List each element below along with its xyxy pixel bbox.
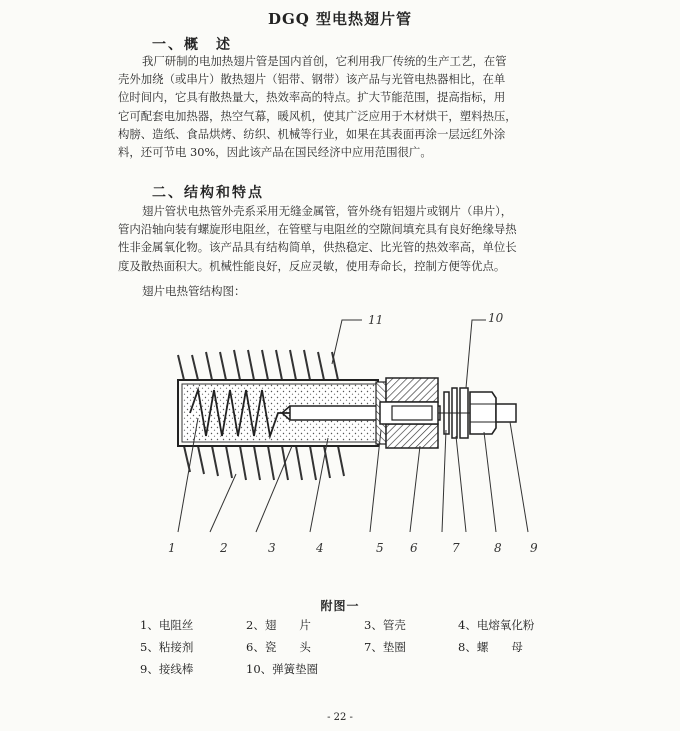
text-line: 翅片管状电热管外壳系采用无缝金属管，管外绕有铝翅片或钢片（串片）， xyxy=(142,204,513,218)
text-line: 它可配套电加热器，热空气幕，暖风机，使其广泛应用于木材烘干，塑料热压， xyxy=(118,108,517,123)
legend-item: 10、弹簧垫圈 xyxy=(246,662,319,676)
section-heading-structure: 二、结构和特点 xyxy=(152,185,264,201)
legend-item: 9、接线棒 xyxy=(140,662,194,676)
page-number: - 22 - xyxy=(327,712,353,723)
text-line: 位时间内，它具有散热量大，热效率高的特点。扩大节能范围，提高指标，用 xyxy=(118,90,506,105)
fins-bottom xyxy=(184,446,344,480)
text-line: 壳外加绕（或串片）散热翅片（铝带、钢带）该产品与光管电热器相比，在单 xyxy=(118,72,506,87)
legend-item: 4、电熔氧化粉 xyxy=(458,618,535,632)
page-title: DGQ 型电热翅片管 xyxy=(267,10,413,28)
text-line: 度及散热面积大。机械性能良好，反应灵敏，使用寿命长，控制方便等优点。 xyxy=(118,258,506,273)
fins-top xyxy=(178,350,338,380)
figure-intro-label: 翅片电热管结构图： xyxy=(142,284,246,298)
callout-11: 11 xyxy=(368,313,384,327)
text-line: 料，还可节电 30%，因此该产品在国民经济中应用范围很广。 xyxy=(118,145,432,160)
callout-2: 2 xyxy=(220,541,228,555)
callout-8: 8 xyxy=(494,541,502,555)
legend-item: 1、电阻丝 xyxy=(140,618,194,632)
legend-item: 7、垫圈 xyxy=(364,640,406,654)
text-line: 我厂研制的电加热翅片管是国内首创，它利用我厂传统的生产工艺，在管 xyxy=(142,54,507,68)
figure-caption: 附图一 xyxy=(320,599,360,613)
callout-3: 3 xyxy=(268,541,276,555)
text-line: 性非金属氧化物。该产品具有结构简单，供热稳定、比光管的热效率高，单位长 xyxy=(118,240,517,255)
callout-10: 10 xyxy=(488,311,504,325)
nut xyxy=(470,392,496,434)
callout-4: 4 xyxy=(316,541,324,555)
text-line: 构膀、造纸、食品烘烤、纺织、机械等行业，如果在其表面再涂一层远红外涂 xyxy=(118,126,506,141)
callout-7: 7 xyxy=(452,541,460,555)
section-heading-overview: 一、概 述 xyxy=(152,37,232,53)
callout-1: 1 xyxy=(168,541,176,555)
legend-item: 8、螺 母 xyxy=(458,640,523,654)
callout-9: 9 xyxy=(530,541,538,555)
legend-item: 6、瓷 头 xyxy=(246,640,311,654)
callout-6: 6 xyxy=(410,541,418,555)
legend-item: 3、管壳 xyxy=(364,618,406,632)
legend-item: 5、粘接剂 xyxy=(140,640,194,654)
callout-5: 5 xyxy=(376,541,384,555)
terminal-rod xyxy=(496,404,516,422)
ceramic-head-top xyxy=(386,378,438,402)
legend-item: 2、翅 片 xyxy=(246,618,311,632)
ceramic-head-bottom xyxy=(386,424,438,448)
text-line: 管内沿轴向装有螺旋形电阻丝，在管壁与电阻丝的空隙间填充具有良好绝缘导热 xyxy=(118,222,517,237)
